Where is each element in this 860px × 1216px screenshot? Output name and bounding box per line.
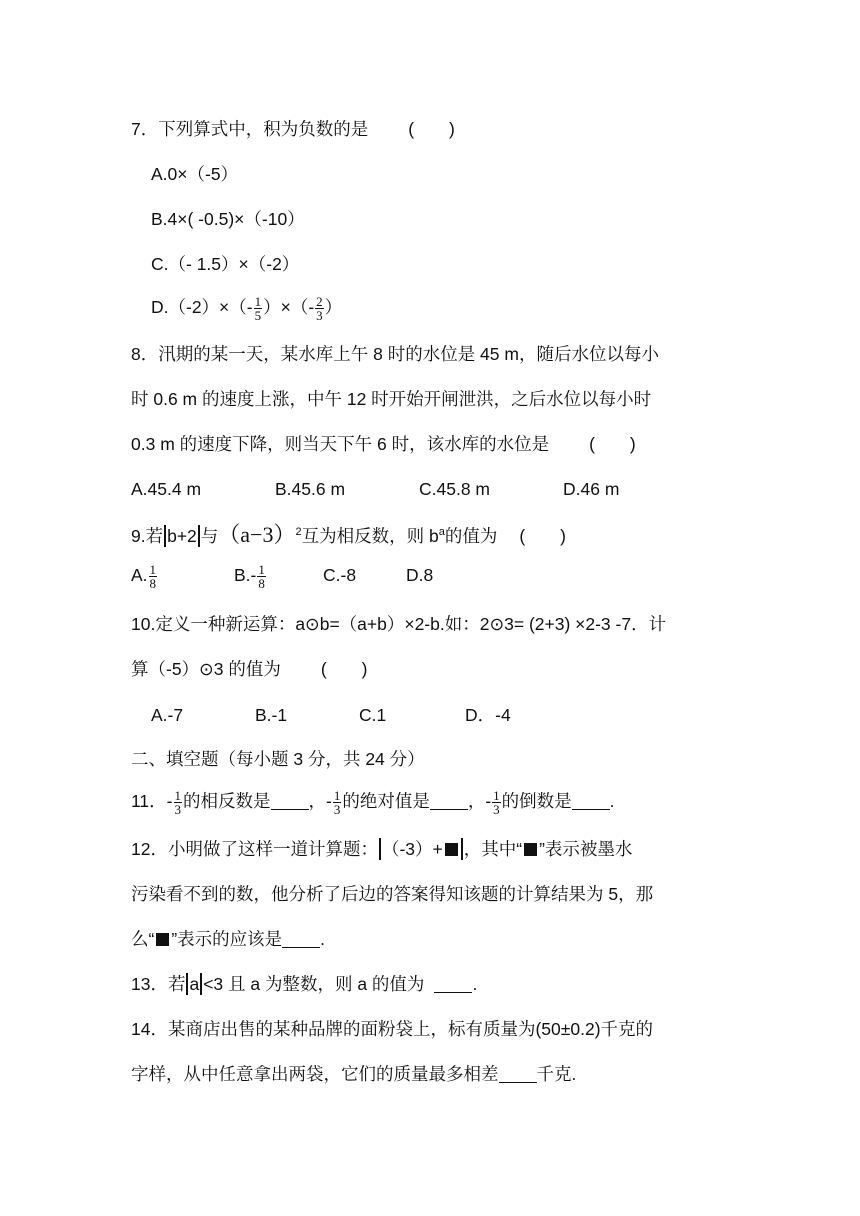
q12-line-1: 12．小明做了这样一道计算题： （-3）+ ，其中“ ”表示被墨水 — [131, 839, 633, 859]
q8-line-1: 8．汛期的某一天，某水库上午 8 时的水位是 45 m，随后水位以每小 — [131, 344, 659, 364]
fraction: $\frac{1}{8}$ — [258, 562, 265, 591]
q9-option-c: C.-8 — [323, 565, 357, 586]
section-heading: 二、填空题（每小题 3 分，共 24 分） — [131, 749, 425, 769]
q11: 11．- $\frac{1}{3}$ 的相反数是 ，- $\frac{1}{3}$ 的绝对值是 ，- $\frac{1}{3}$ 的倒数是 . — [131, 788, 615, 817]
fraction: $\frac{1}{3}$ — [493, 788, 500, 817]
q9-option-a: A. $\frac{1}{8}$ — [131, 562, 157, 591]
q7-option-a: A.0×（-5） — [151, 164, 239, 184]
q8-line-2: 时 0.6 m 的速度上涨，中午 12 时开始开闸泄洪，之后水位以每小时 — [131, 389, 652, 409]
q8-option-d: D.46 m — [563, 479, 620, 499]
q10-line-2: 算（-5）⊙3 的值为 ( ) — [131, 659, 368, 679]
q8-option-c: C.45.8 m — [419, 479, 490, 499]
answer-paren: ( ) — [408, 119, 455, 139]
q8-option-a: A.45.4 m — [131, 479, 202, 499]
q10-option-b: B.-1 — [255, 705, 288, 725]
q9-stem: 9.若 b+2 与$(a-3)^2$互为相反数，则 $b^a$的值为 ( ) — [131, 522, 566, 547]
answer-blank[interactable] — [430, 791, 468, 810]
q9-option-d: D.8 — [406, 565, 434, 586]
q10-options — [151, 703, 511, 727]
q13: 13．若 a <3 且 a 为整数，则 a 的值为 . — [131, 974, 478, 994]
q8-option-b: B.45.6 m — [275, 479, 346, 499]
abs-bar — [200, 973, 202, 995]
fraction: $\frac{2}{3}$ — [316, 294, 323, 323]
q10-option-d: D．-4 — [465, 705, 511, 725]
q7-option-d: D.（-2）×（- $\frac{1}{5}$ ）×（- $\frac{2}{3}$ ） — [151, 294, 343, 323]
answer-blank[interactable] — [282, 929, 320, 948]
q10-option-c: C.1 — [359, 705, 387, 725]
abs-bar — [164, 525, 166, 547]
answer-paren: ( ) — [320, 659, 368, 679]
fraction: $\frac{1}{5}$ — [254, 294, 262, 323]
q7-stem: 7．下列算式中，积为负数的是 ( ) — [131, 119, 455, 139]
abs-bar — [461, 838, 463, 860]
ink-blot-square — [445, 843, 458, 856]
fraction: $\frac{1}{3}$ — [333, 788, 341, 817]
q7-option-b: B.4×( -0.5)×（-10） — [151, 209, 305, 229]
q14-line-2: 字样，从中任意拿出两袋，它们的质量最多相差 千克. — [131, 1064, 577, 1084]
answer-blank[interactable] — [434, 974, 472, 993]
q14-line-1: 14．某商店出售的某种品牌的面粉袋上，标有质量为(50±0.2)千克的 — [131, 1019, 654, 1039]
answer-paren: ( ) — [519, 526, 566, 546]
q9-options — [131, 563, 433, 590]
q9-option-b: B.- $\frac{1}{8}$ — [234, 562, 265, 591]
q12-line-3: 么“ ”表示的应该是 . — [131, 929, 326, 949]
fraction: $\frac{1}{3}$ — [174, 788, 181, 817]
ink-blot-square — [156, 933, 169, 946]
q7-option-c: C.（- 1.5）×（-2） — [151, 254, 300, 274]
answer-blank[interactable] — [572, 791, 610, 810]
fraction: $\frac{1}{8}$ — [149, 562, 157, 591]
q10-line-1: 10.定义一种新运算：a⊙b=（a+b）×2-b.如：2⊙3= (2+3) ×2-3 -7．计 — [131, 614, 667, 634]
q8-options — [131, 477, 619, 501]
abs-bar — [379, 838, 381, 860]
answer-blank[interactable] — [271, 791, 309, 810]
answer-paren: ( ) — [589, 434, 636, 454]
answer-blank[interactable] — [499, 1064, 537, 1083]
q12-line-2: 污染看不到的数，他分析了后边的答案得知该题的计算结果为 5，那 — [131, 884, 654, 904]
q10-option-a: A.-7 — [151, 705, 184, 725]
abs-bar — [198, 525, 200, 547]
ink-blot-square — [524, 843, 537, 856]
q8-line-3: 0.3 m 的速度下降，则当天下午 6 时，该水库的水位是 ( ) — [131, 434, 636, 454]
